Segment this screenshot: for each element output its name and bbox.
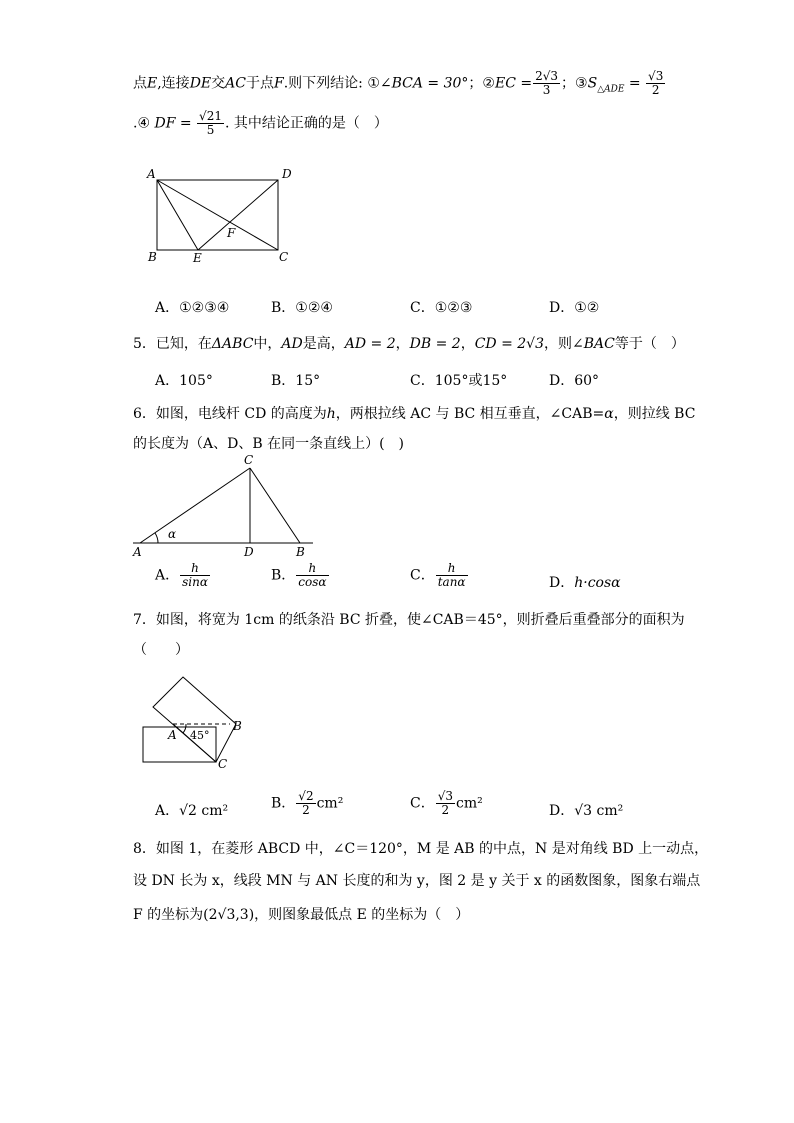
fraction-numerator: √2: [298, 789, 314, 803]
option-key: A．: [155, 567, 180, 584]
fraction-numerator: √21: [199, 109, 222, 123]
conclusion-1: ∠BCA = 30°: [379, 75, 469, 92]
q4-text: .则下列结论:: [283, 75, 363, 92]
q7-option-d[interactable]: [549, 800, 623, 820]
q6-line2: 的长度为（A、D、B 在同一条直线上）( ): [133, 436, 404, 452]
option-unit: cm²: [596, 803, 624, 819]
q8-line1: 8．如图 1，在菱形 ABCD 中，∠C＝120°，M 是 AB 的中点，N 是对角线 BD 上一动点，: [133, 841, 709, 857]
q5-text: ，: [460, 336, 475, 352]
q6-option-a[interactable]: [155, 562, 211, 589]
label-b: B: [148, 250, 157, 264]
conclusion-4-fraction: [197, 110, 224, 137]
option-value: 60°: [574, 373, 600, 389]
option-key: B．: [271, 795, 296, 812]
option-key: A．: [155, 803, 180, 819]
q5-option-b[interactable]: [271, 370, 320, 390]
fraction-numerator: √3: [437, 789, 453, 803]
label-e: E: [193, 251, 202, 265]
option-key: B．: [271, 567, 296, 584]
option-value: √2: [179, 803, 197, 819]
q7-option-b[interactable]: [271, 790, 343, 817]
label-c: C: [279, 250, 289, 264]
option-key: B．: [271, 300, 296, 316]
option-fraction: [180, 562, 210, 589]
cable-ac: [140, 468, 250, 543]
fraction-numerator: h: [180, 562, 210, 576]
fraction-denominator: 2: [651, 83, 660, 98]
conclusion-3-subscript: △ADE: [597, 84, 625, 95]
fraction-denominator: 5: [206, 123, 215, 138]
q7-option-a[interactable]: [155, 800, 228, 820]
q7-line2: （ ）: [133, 642, 189, 658]
option-key: C．: [410, 373, 435, 389]
option-unit: cm²: [456, 795, 483, 812]
segment-ac: [157, 180, 278, 250]
q5-text: ΔABC: [211, 336, 254, 352]
segment-de: [198, 180, 278, 250]
option-key: C．: [410, 300, 435, 316]
label-a: A: [133, 545, 142, 559]
label-alpha: α: [168, 527, 177, 541]
label-f: F: [227, 226, 236, 240]
q5-text: CD = 2√3: [474, 336, 544, 352]
q6-text: 6．如图，电线杆 CD 的高度为: [133, 406, 327, 422]
option-key: C．: [410, 795, 435, 812]
option-key: A．: [155, 300, 180, 316]
q6-text: ，则拉线 BC: [613, 406, 696, 422]
q6-option-b[interactable]: [271, 562, 330, 589]
q5-option-d[interactable]: [549, 370, 599, 390]
q4-text: 交: [211, 75, 226, 92]
label-angle: 45°: [190, 729, 210, 742]
label-b: B: [233, 719, 242, 733]
option-value: ①②③: [434, 300, 473, 316]
fraction-numerator: h: [436, 562, 468, 576]
q4-option-d[interactable]: [549, 297, 599, 317]
q5-stem: [133, 333, 685, 353]
q5-text: AD: [281, 336, 303, 352]
label-c: C: [244, 453, 254, 467]
option-key: D．: [549, 300, 575, 316]
option-key: D．: [549, 803, 575, 819]
q7-paper-fold-figure: [138, 672, 248, 772]
fraction-denominator: tanα: [437, 575, 466, 590]
q4-text: ,连接: [157, 75, 190, 92]
fraction-denominator: sinα: [182, 575, 208, 590]
q6-text: ，两根拉线 AC 与 BC 相互垂直，∠CAB=: [335, 406, 605, 422]
q5-text: ，则: [544, 336, 572, 352]
q4-option-b[interactable]: [271, 297, 333, 317]
option-fraction: [296, 790, 315, 817]
q5-text: DB = 2: [409, 336, 461, 352]
option-unit: cm²: [316, 795, 344, 812]
q4-text: AC: [225, 75, 246, 92]
equals-sign: =: [628, 75, 641, 92]
option-value: √3: [574, 803, 593, 819]
q8-line2: 设 DN 长为 x，线段 MN 与 AN 长度的和为 y，图 2 是 y 关于 x 的函数图象，图象右端点: [133, 873, 701, 889]
option-unit: cm²: [201, 803, 229, 819]
label-b: B: [296, 545, 305, 559]
q5-text: 中，: [253, 336, 282, 352]
option-value: 105°或15°: [434, 373, 508, 389]
fraction-denominator: 2: [441, 803, 450, 818]
q4-line2: [133, 110, 388, 137]
q4-line1: [133, 70, 666, 97]
option-value: h·cosα: [574, 575, 621, 591]
fraction-numerator: h: [296, 562, 328, 576]
q5-option-a[interactable]: [155, 370, 213, 390]
q5-text: 等于（ ）: [614, 336, 685, 352]
option-value: 105°: [179, 373, 213, 389]
q7-option-c[interactable]: [410, 790, 483, 817]
q6-pole-figure: [128, 450, 318, 560]
label-d: D: [244, 545, 254, 559]
q4-text: E: [147, 75, 158, 92]
cable-bc: [250, 468, 300, 543]
option-key: D．: [549, 373, 575, 389]
option-key: D．: [549, 575, 575, 591]
conclusion-2-lhs: EC =: [494, 75, 533, 92]
option-fraction: [436, 562, 468, 589]
q4-option-a[interactable]: [155, 297, 229, 317]
conclusion-2-fraction: [533, 70, 560, 97]
label-a: A: [147, 167, 156, 181]
option-key: B．: [271, 373, 296, 389]
q4-text: 点: [133, 75, 147, 92]
q8-line3: F 的坐标为(2√3,3)，则图象最低点 E 的坐标为（ ）: [133, 907, 470, 923]
segment-ae: [157, 180, 198, 250]
q5-text: ，: [395, 336, 410, 352]
option-key: C．: [410, 567, 435, 584]
q4-text: .: [133, 115, 138, 132]
q4-text: DE: [189, 75, 212, 92]
conclusion-3-mark: ③: [575, 75, 588, 92]
option-fraction: [436, 790, 455, 817]
conclusion-3-lhs: S: [587, 75, 598, 92]
q6-line1: [133, 403, 695, 423]
q4-rectangle-figure: [140, 160, 300, 270]
q4-text: . 其中结论正确的是（ ）: [224, 115, 388, 132]
q7-line1: 7．如图，将宽为 1cm 的纸条沿 BC 折叠，使∠CAB＝45°，则折叠后重叠部分的面积为: [133, 612, 685, 628]
label-c: C: [218, 757, 228, 771]
q6-option-c[interactable]: [410, 562, 469, 589]
fraction-denominator: cosα: [298, 575, 327, 590]
conclusion-4-mark: ④: [137, 115, 151, 132]
label-d: D: [282, 167, 292, 181]
option-fraction: [296, 562, 328, 589]
angle-alpha-arc: [155, 533, 158, 543]
option-value: ①②④: [295, 300, 333, 316]
separator: ；: [561, 75, 576, 92]
paper-strip-folded: [153, 677, 236, 762]
conclusion-2-mark: ②: [482, 75, 495, 92]
option-value: 15°: [295, 373, 321, 389]
fraction-numerator: 2√3: [535, 69, 559, 83]
q4-text: F: [273, 75, 284, 92]
q6-option-d[interactable]: [549, 572, 621, 592]
q5-text: AD = 2: [344, 336, 396, 352]
conclusion-1-mark: ①: [367, 75, 380, 92]
q6-text: h: [326, 406, 336, 422]
fraction-denominator: 3: [542, 83, 551, 98]
q5-text: ∠BAC: [572, 336, 615, 352]
conclusion-3-fraction: [646, 70, 665, 97]
q5-text: 是高，: [302, 336, 345, 352]
q5-option-c[interactable]: [410, 370, 507, 390]
fraction-numerator: √3: [648, 69, 664, 83]
option-value: ①②: [574, 300, 600, 316]
q4-text: 于点: [245, 75, 274, 92]
label-a: A: [168, 728, 177, 742]
option-key: A．: [155, 373, 180, 389]
q4-option-c[interactable]: [410, 297, 472, 317]
q5-text: 5．已知，在: [133, 336, 212, 352]
separator: ；: [468, 75, 483, 92]
conclusion-4-lhs: DF =: [154, 115, 192, 132]
angle-arc: [183, 724, 186, 733]
option-value: ①②③④: [179, 300, 230, 316]
q6-text: α: [604, 406, 614, 422]
fraction-denominator: 2: [302, 803, 310, 818]
